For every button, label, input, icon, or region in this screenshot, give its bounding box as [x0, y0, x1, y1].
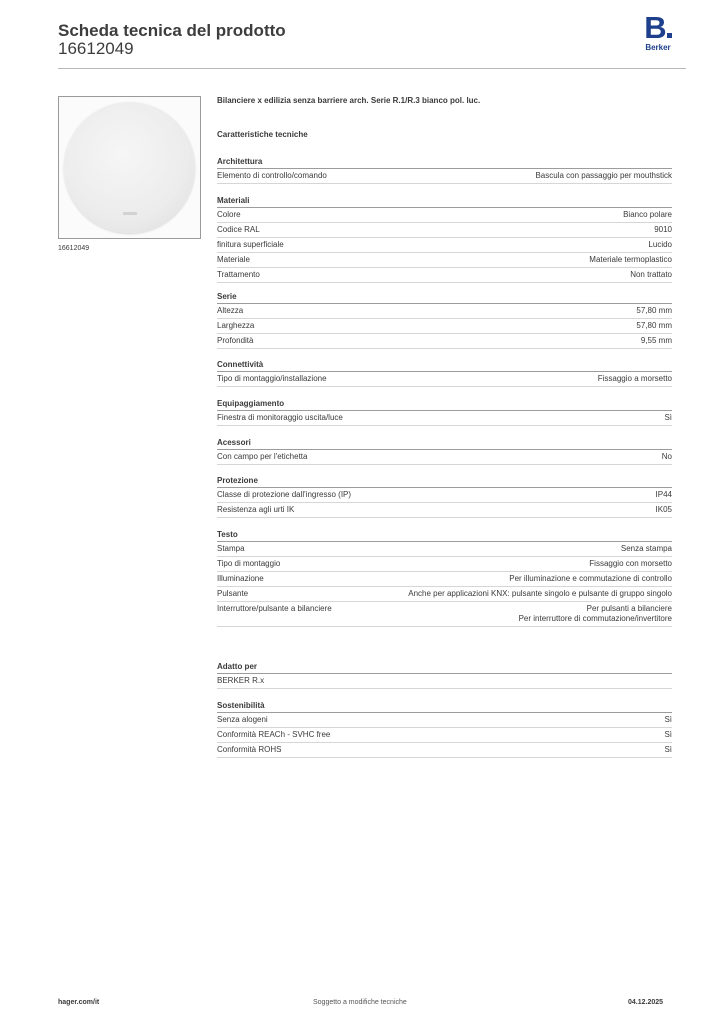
spec-value: Sì [664, 745, 672, 754]
spec-row [217, 713, 672, 728]
section-heading: Materiali [217, 195, 672, 208]
spec-key: Colore [217, 210, 241, 219]
spec-key: Larghezza [217, 321, 255, 330]
spec-row [217, 602, 672, 627]
spec-value: Per pulsanti a bilanciere Per interruttore di commutazione/invertitore [518, 604, 672, 623]
spec-row [217, 450, 672, 465]
spec-row [217, 334, 672, 349]
section-heading: Adatto per [217, 661, 672, 674]
spec-row [217, 743, 672, 758]
spec-section [217, 291, 672, 349]
spec-key: Resistenza agli urti IK [217, 505, 295, 514]
spec-row [217, 411, 672, 426]
spec-section [217, 700, 672, 758]
spec-row [217, 557, 672, 572]
spec-value: Non trattato [630, 270, 672, 279]
spec-value: 9,55 mm [640, 336, 672, 345]
section-heading: Testo [217, 529, 672, 542]
spec-value: Sì [664, 730, 672, 739]
spec-key: Conformità REACh - SVHC free [217, 730, 331, 739]
spec-key: Tipo di montaggio/installazione [217, 374, 327, 383]
spec-key: finitura superficiale [217, 240, 284, 249]
page-title: Scheda tecnica del prodotto [58, 21, 286, 40]
spec-row [217, 488, 672, 503]
spec-key: Materiale [217, 255, 250, 264]
spec-value: Lucido [648, 240, 672, 249]
spec-row [217, 542, 672, 557]
spec-section [217, 156, 672, 184]
footer-date: 04.12.2025 [628, 999, 664, 1006]
spec-row [217, 503, 672, 518]
spec-value: 57,80 mm [636, 306, 672, 315]
spec-section [217, 475, 672, 518]
logo-letter: B [640, 14, 676, 42]
spec-section [217, 195, 672, 283]
spec-value: Sì [664, 413, 672, 422]
spec-key: Senza alogeni [217, 715, 268, 724]
spec-row [217, 587, 672, 602]
spec-key: Tipo di montaggio [217, 559, 281, 568]
spec-row [217, 674, 672, 689]
spec-row [217, 319, 672, 334]
spec-value: Fissaggio a morsetto [597, 374, 672, 383]
section-heading: Protezione [217, 475, 672, 488]
section-heading: Equipaggiamento [217, 398, 672, 411]
section-heading: Architettura [217, 156, 672, 169]
spec-row [217, 208, 672, 223]
spec-key: Profondità [217, 336, 254, 345]
section-heading: Serie [217, 291, 672, 304]
spec-key: BERKER R.x [217, 676, 265, 685]
spec-value: Bascula con passaggio per mouthstick [535, 171, 672, 180]
spec-value: IK05 [655, 505, 672, 514]
spec-key: Stampa [217, 544, 245, 553]
article-number: 16612049 [58, 39, 134, 58]
spec-key: Codice RAL [217, 225, 260, 234]
spec-key: Con campo per l'etichetta [217, 452, 308, 461]
spec-value: No [661, 452, 672, 461]
footer-website: hager.com/it [58, 999, 100, 1006]
spec-value: 9010 [654, 225, 672, 234]
spec-value: Bianco polare [623, 210, 672, 219]
spec-row [217, 372, 672, 387]
spec-key: Elemento di controllo/comando [217, 171, 327, 180]
brand-logo [640, 10, 676, 52]
spec-row [217, 268, 672, 283]
logo-name: Berker [645, 43, 671, 52]
section-heading: Acessori [217, 437, 672, 450]
spec-row [217, 238, 672, 253]
image-caption: 16612049 [58, 245, 90, 252]
spec-section [217, 661, 672, 689]
spec-row [217, 223, 672, 238]
header-divider [58, 68, 686, 69]
spec-section [217, 529, 672, 627]
product-title: Bilanciere x edilizia senza barriere arch. Serie R.1/R.3 bianco pol. luc. [217, 96, 481, 105]
spec-value: Senza stampa [620, 544, 672, 553]
spec-key: Trattamento [217, 270, 260, 279]
spec-row [217, 572, 672, 587]
spec-value: Anche per applicazioni KNX: pulsante singolo e pulsante di gruppo singolo [408, 589, 672, 598]
section-heading: Sostenibilità [217, 700, 672, 713]
spec-key: Conformità ROHS [217, 745, 282, 754]
spec-key: Pulsante [217, 589, 249, 598]
section-heading: Connettività [217, 359, 672, 372]
spec-row [217, 253, 672, 268]
spec-title: Caratteristiche tecniche [217, 130, 308, 139]
spec-key: Classe di protezione dall'ingresso (IP) [217, 490, 352, 499]
spec-value: IP44 [655, 490, 672, 499]
spec-row [217, 304, 672, 319]
spec-section [217, 359, 672, 387]
indicator-window [123, 212, 137, 215]
spec-value: 57,80 mm [636, 321, 672, 330]
spec-section [217, 437, 672, 465]
spec-value: Fissaggio con morsetto [589, 559, 672, 568]
spec-row [217, 169, 672, 184]
spec-value: Per illuminazione e commutazione di controllo [509, 574, 672, 583]
spec-key: Interruttore/pulsante a bilanciere [217, 604, 332, 613]
spec-key: Illuminazione [217, 574, 264, 583]
spec-key: Altezza [217, 306, 244, 315]
footer-note: Soggetto a modifiche tecniche [313, 999, 407, 1006]
spec-row [217, 728, 672, 743]
product-image [58, 96, 201, 239]
spec-value: Materiale termoplastico [589, 255, 672, 264]
spec-key: Finestra di monitoraggio uscita/luce [217, 413, 343, 422]
spec-section [217, 398, 672, 426]
spec-value: Sì [664, 715, 672, 724]
